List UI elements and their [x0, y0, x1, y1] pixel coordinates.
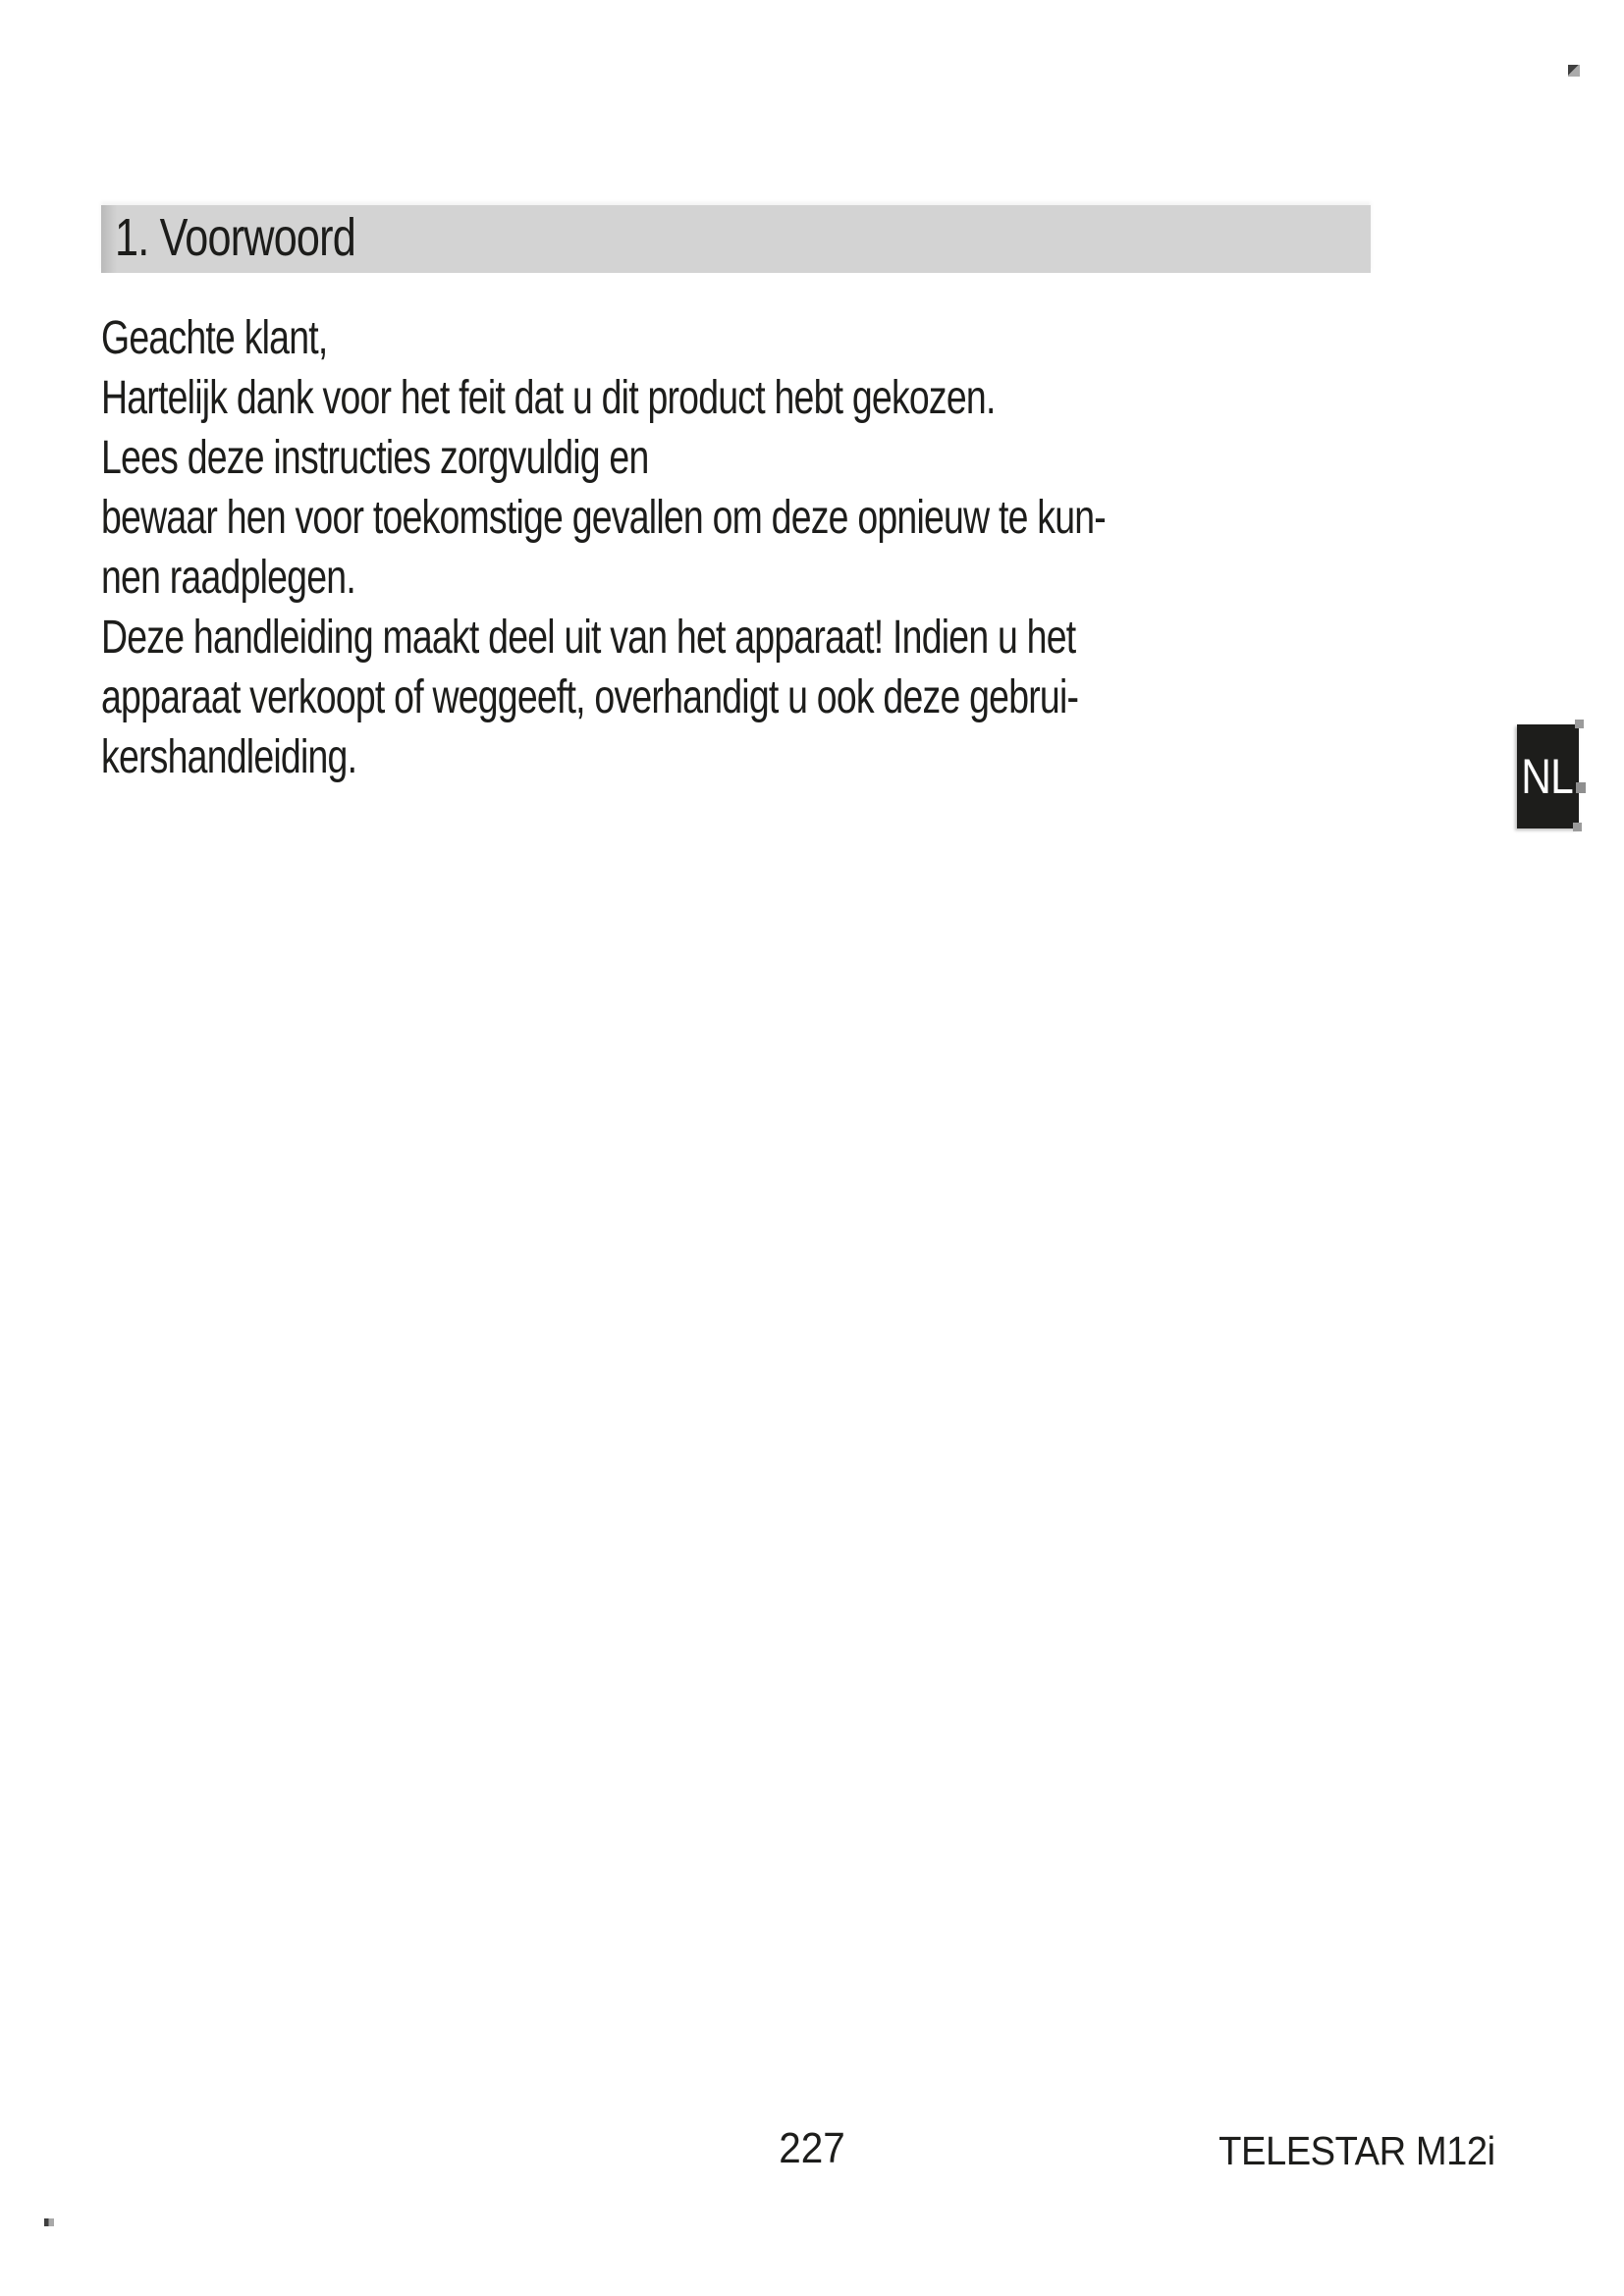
- page-number: 227: [779, 2124, 845, 2172]
- scan-artifact-mark: [1575, 720, 1584, 728]
- scan-artifact-mark: [1573, 823, 1582, 831]
- scan-artifact-mark: [44, 2218, 54, 2226]
- section-heading: 1. Voorwoord: [115, 208, 355, 267]
- section-heading-bar: [101, 205, 1371, 273]
- body-line: bewaar hen voor toekomstige gevallen om deze opnieuw te kun-: [101, 492, 1106, 544]
- body-paragraph: [101, 308, 1106, 787]
- model-name: TELESTAR M12i: [1218, 2128, 1495, 2173]
- body-line: Hartelijk dank voor het feit dat u dit product hebt gekozen.: [101, 372, 996, 424]
- language-tab: [1517, 724, 1579, 828]
- body-line: Lees deze instructies zorgvuldig en: [101, 432, 649, 484]
- body-line: kershandleiding.: [101, 731, 357, 783]
- scan-artifact-mark: [1568, 65, 1580, 77]
- body-line: apparaat verkoopt of weggeeft, overhandigt u ook deze gebrui-: [101, 671, 1079, 723]
- body-line: Deze handleiding maakt deel uit van het apparaat! Indien u het: [101, 612, 1076, 664]
- scan-artifact-mark: [1576, 782, 1586, 793]
- body-line: nen raadplegen.: [101, 552, 355, 604]
- body-line: Geachte klant,: [101, 312, 328, 364]
- language-tab-label: NL: [1521, 749, 1573, 804]
